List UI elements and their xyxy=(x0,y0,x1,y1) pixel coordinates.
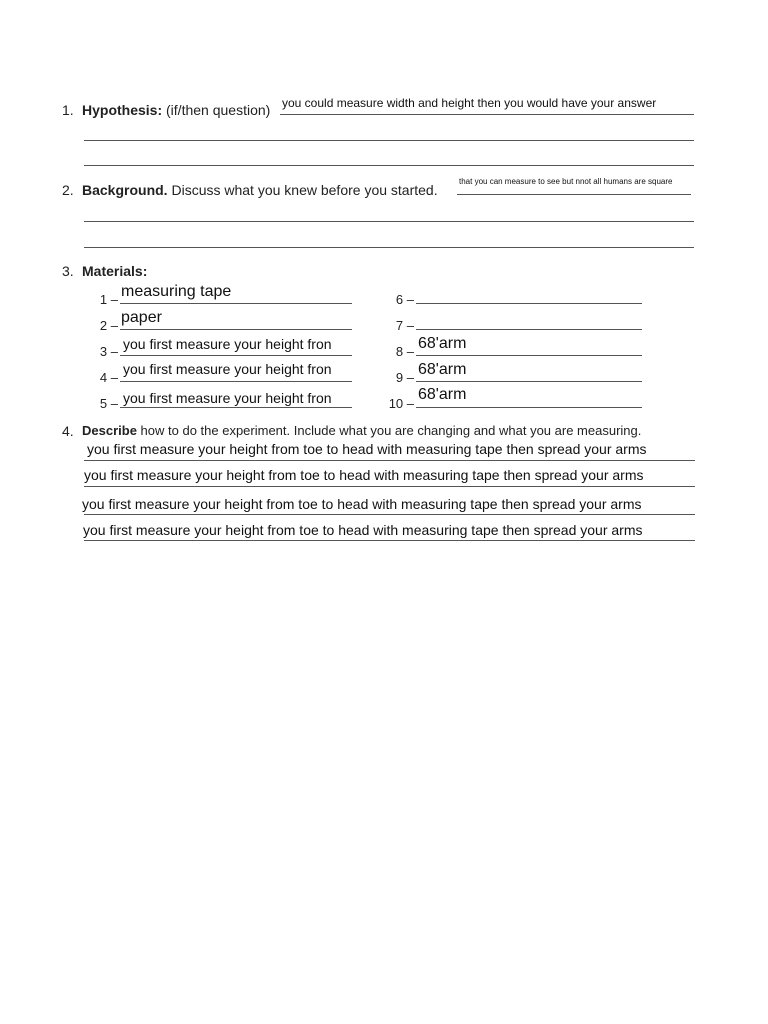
material-line xyxy=(416,407,642,408)
material-number: 10 – xyxy=(388,396,414,411)
q1-prompt: (if/then question) xyxy=(166,102,271,118)
q2-answer-line xyxy=(457,194,691,195)
q2-label xyxy=(82,182,438,198)
q1-answer[interactable]: you could measure width and height then you would have your answer xyxy=(282,96,657,110)
q1-blank-line-2[interactable] xyxy=(84,140,694,141)
material-value[interactable]: 68'arm xyxy=(418,335,467,352)
material-number: 3 – xyxy=(99,344,118,359)
q1-blank-line-3[interactable] xyxy=(84,165,694,166)
q4-answer-line-1[interactable]: you first measure your height from toe to head with measuring tape then spread your arms xyxy=(87,441,647,457)
q1-number: 1. xyxy=(62,102,74,118)
material-line xyxy=(416,381,642,382)
material-value[interactable]: 68'arm xyxy=(418,386,467,403)
material-value[interactable]: you first measure your height fron xyxy=(123,361,332,377)
q2-number: 2. xyxy=(62,182,74,198)
q4-rule-4 xyxy=(84,540,695,541)
material-number: 7 – xyxy=(395,318,414,333)
material-line xyxy=(120,355,352,356)
q2-answer[interactable]: that you can measure to see but nnot all humans are square xyxy=(459,177,673,186)
material-value[interactable]: 68'arm xyxy=(418,361,467,378)
q3-title: Materials: xyxy=(82,263,148,279)
q2-title: Background. xyxy=(82,182,168,198)
q4-answer-line-4[interactable]: you first measure your height from toe to head with measuring tape then spread your arms xyxy=(83,522,643,538)
material-value[interactable]: measuring tape xyxy=(121,283,232,300)
material-line xyxy=(416,329,642,330)
material-line xyxy=(416,355,642,356)
material-number: 5 – xyxy=(99,396,118,411)
material-number: 8 – xyxy=(395,344,414,359)
material-line xyxy=(120,329,352,330)
material-value[interactable]: you first measure your height fron xyxy=(123,336,332,352)
q4-rule-2 xyxy=(84,486,695,487)
q4-rule-1 xyxy=(84,460,695,461)
q4-label xyxy=(82,423,641,438)
q1-answer-line xyxy=(280,114,694,115)
q4-rule-3 xyxy=(84,514,695,515)
material-number: 6 – xyxy=(395,292,414,307)
q4-answer-line-3[interactable]: you first measure your height from toe to head with measuring tape then spread your arms xyxy=(82,496,642,512)
material-number: 9 – xyxy=(395,370,414,385)
material-line xyxy=(120,303,352,304)
material-line xyxy=(120,381,352,382)
material-line xyxy=(416,303,642,304)
q3-number: 3. xyxy=(62,263,74,279)
q4-prompt: how to do the experiment. Include what you are changing and what you are measuring. xyxy=(140,423,642,438)
material-number: 1 – xyxy=(99,292,118,307)
q1-label xyxy=(82,102,270,118)
material-value[interactable]: paper xyxy=(121,309,162,326)
q4-title: Describe xyxy=(82,423,137,438)
material-value[interactable]: you first measure your height fron xyxy=(123,390,332,406)
material-number: 4 – xyxy=(99,370,118,385)
material-number: 2 – xyxy=(99,318,118,333)
q4-number: 4. xyxy=(62,423,74,439)
q2-blank-line-3[interactable] xyxy=(84,247,694,248)
q2-blank-line-2[interactable] xyxy=(84,221,694,222)
q4-answer-line-2[interactable]: you first measure your height from toe to head with measuring tape then spread your arms xyxy=(84,467,644,483)
q2-prompt: Discuss what you knew before you started. xyxy=(171,182,438,198)
material-line xyxy=(120,407,352,408)
q1-title: Hypothesis: xyxy=(82,102,163,118)
